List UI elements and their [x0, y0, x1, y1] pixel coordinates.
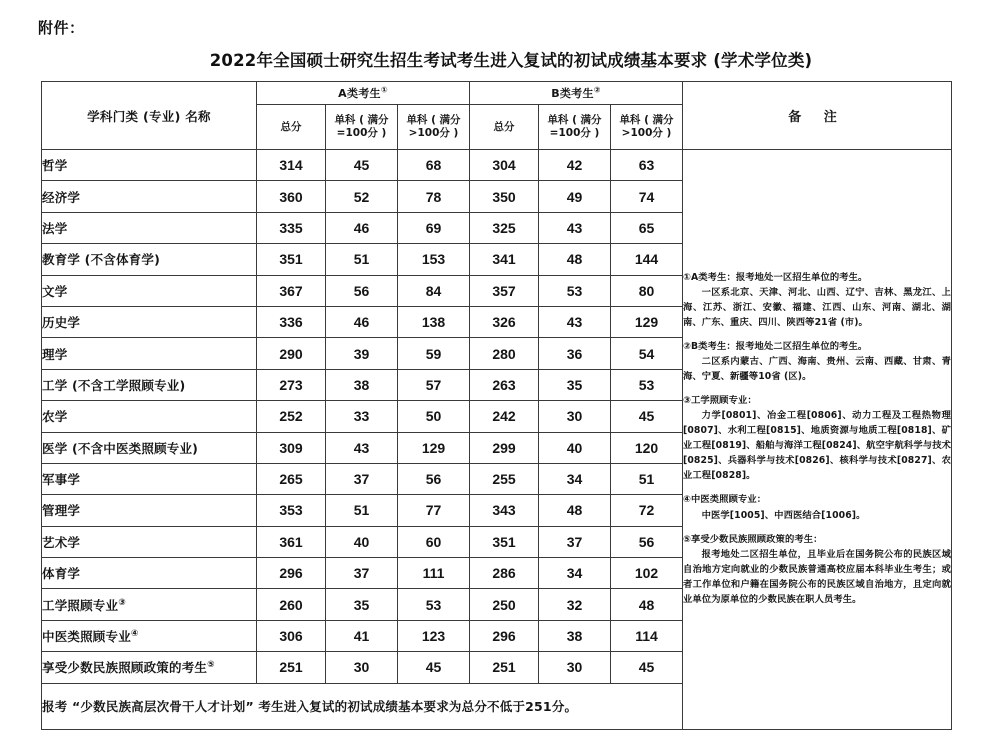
row-discipline-name: 哲学 — [42, 150, 257, 181]
note-spacer — [683, 525, 951, 532]
cell-b-eq100: 49 — [539, 181, 611, 212]
footnote-marker: ④ — [130, 628, 139, 639]
cell-b-gt100: 48 — [611, 589, 683, 620]
cell-a-total: 290 — [257, 338, 326, 369]
cell-b-gt100: 63 — [611, 150, 683, 181]
cell-a-total: 351 — [257, 244, 326, 275]
header-b-total: 总分 — [470, 105, 539, 150]
table-row — [42, 150, 952, 181]
header-a-single-gt100: 单科 ( 满分 >100分 ) — [398, 105, 470, 150]
row-discipline-name: 医学 (不含中医类照顾专业) — [42, 432, 257, 463]
cell-a-total: 265 — [257, 463, 326, 494]
row-discipline-name: 军事学 — [42, 463, 257, 494]
cell-b-eq100: 37 — [539, 526, 611, 557]
header-a-total: 总分 — [257, 105, 326, 150]
cell-a-total: 353 — [257, 495, 326, 526]
cell-a-gt100: 57 — [398, 369, 470, 400]
cell-b-eq100: 43 — [539, 306, 611, 337]
row-discipline-name: 中医类照顾专业④ — [42, 620, 257, 651]
note-5: ⑤享受少数民族照顾政策的考生： 报考地处二区招生单位，且毕业后在国务院公布的民族区域自治地方定向就业的少数民族普通高校应届本科毕业生考生；或者工作单位和户籍在国务院公布的民族区域自治地方，且定向就业单位为原单位的少数民族在职人员考生。 — [683, 533, 952, 605]
cell-b-total: 242 — [470, 401, 539, 432]
cell-a-gt100: 50 — [398, 401, 470, 432]
row-discipline-name: 理学 — [42, 338, 257, 369]
cell-a-total: 361 — [257, 526, 326, 557]
cell-a-eq100: 46 — [326, 306, 398, 337]
cell-b-eq100: 30 — [539, 401, 611, 432]
cell-a-eq100: 30 — [326, 652, 398, 683]
cell-b-eq100: 32 — [539, 589, 611, 620]
cell-b-gt100: 54 — [611, 338, 683, 369]
cell-a-gt100: 56 — [398, 463, 470, 494]
footnote-marker-b: ② — [593, 85, 601, 95]
cell-b-total: 343 — [470, 495, 539, 526]
cell-a-gt100: 111 — [398, 558, 470, 589]
row-discipline-name: 文学 — [42, 275, 257, 306]
cell-b-eq100: 30 — [539, 652, 611, 683]
score-requirements-table — [41, 81, 952, 730]
cell-a-gt100: 77 — [398, 495, 470, 526]
cell-a-total: 306 — [257, 620, 326, 651]
cell-b-total: 357 — [470, 275, 539, 306]
cell-a-gt100: 60 — [398, 526, 470, 557]
cell-a-eq100: 51 — [326, 495, 398, 526]
cell-a-total: 296 — [257, 558, 326, 589]
cell-a-total: 314 — [257, 150, 326, 181]
cell-a-eq100: 51 — [326, 244, 398, 275]
row-discipline-name: 农学 — [42, 401, 257, 432]
cell-b-eq100: 35 — [539, 369, 611, 400]
cell-a-eq100: 43 — [326, 432, 398, 463]
cell-b-gt100: 72 — [611, 495, 683, 526]
row-discipline-name: 享受少数民族照顾政策的考生⑤ — [42, 652, 257, 683]
cell-a-eq100: 33 — [326, 401, 398, 432]
cell-a-gt100: 59 — [398, 338, 470, 369]
header-remark: 备 注 — [683, 82, 952, 150]
cell-b-gt100: 144 — [611, 244, 683, 275]
cell-a-eq100: 41 — [326, 620, 398, 651]
cell-b-total: 341 — [470, 244, 539, 275]
cell-b-gt100: 102 — [611, 558, 683, 589]
note-1: ①A类考生：报考地处一区招生单位的考生。 一区系北京、天津、河北、山西、辽宁、吉林、黑龙江、上海、江苏、浙江、安徽、福建、江西、山东、河南、湖北、湖南、广东、重庆、四川、陕西等21省 (市)。 — [683, 271, 952, 328]
cell-a-total: 309 — [257, 432, 326, 463]
cell-a-eq100: 52 — [326, 181, 398, 212]
cell-a-eq100: 46 — [326, 212, 398, 243]
remark-notes-cell — [683, 150, 952, 730]
row-discipline-name: 管理学 — [42, 495, 257, 526]
cell-b-eq100: 43 — [539, 212, 611, 243]
cell-b-total: 296 — [470, 620, 539, 651]
cell-a-gt100: 69 — [398, 212, 470, 243]
row-discipline-name: 历史学 — [42, 306, 257, 337]
cell-a-eq100: 37 — [326, 558, 398, 589]
header-b-single-eq100: 单科 ( 满分 =100分 ) — [539, 105, 611, 150]
row-discipline-name: 教育学 (不含体育学) — [42, 244, 257, 275]
cell-a-eq100: 38 — [326, 369, 398, 400]
cell-a-total: 336 — [257, 306, 326, 337]
cell-a-eq100: 45 — [326, 150, 398, 181]
header-a-single-eq100: 单科 ( 满分 =100分 ) — [326, 105, 398, 150]
footnote-marker: ③ — [118, 597, 127, 608]
cell-b-total: 299 — [470, 432, 539, 463]
cell-b-total: 263 — [470, 369, 539, 400]
attachment-label: 附件： — [38, 19, 85, 37]
note-spacer — [683, 485, 951, 492]
cell-a-eq100: 40 — [326, 526, 398, 557]
cell-b-gt100: 45 — [611, 652, 683, 683]
cell-b-gt100: 51 — [611, 463, 683, 494]
cell-b-total: 304 — [470, 150, 539, 181]
cell-a-eq100: 37 — [326, 463, 398, 494]
cell-a-gt100: 84 — [398, 275, 470, 306]
cell-a-total: 367 — [257, 275, 326, 306]
cell-b-total: 250 — [470, 589, 539, 620]
cell-b-gt100: 114 — [611, 620, 683, 651]
cell-b-total: 280 — [470, 338, 539, 369]
cell-a-total: 251 — [257, 652, 326, 683]
cell-b-total: 286 — [470, 558, 539, 589]
header-b-single-gt100: 单科 ( 满分 >100分 ) — [611, 105, 683, 150]
cell-b-gt100: 74 — [611, 181, 683, 212]
cell-b-gt100: 56 — [611, 526, 683, 557]
page-title: 2022年全国硕士研究生招生考试考生进入复试的初试成绩基本要求 (学术学位类) — [209, 51, 813, 70]
header-group-a: A类考生① — [257, 82, 470, 105]
cell-a-total: 335 — [257, 212, 326, 243]
cell-b-gt100: 80 — [611, 275, 683, 306]
cell-a-gt100: 123 — [398, 620, 470, 651]
cell-b-total: 350 — [470, 181, 539, 212]
note-spacer — [683, 386, 951, 393]
cell-b-eq100: 34 — [539, 558, 611, 589]
cell-a-total: 360 — [257, 181, 326, 212]
cell-b-gt100: 120 — [611, 432, 683, 463]
note-2: ②B类考生：报考地处二区招生单位的考生。 二区系内蒙古、广西、海南、贵州、云南、西藏、甘肃、青海、宁夏、新疆等10省 (区)。 — [683, 341, 952, 383]
cell-a-total: 252 — [257, 401, 326, 432]
table-header — [42, 82, 952, 150]
cell-b-total: 255 — [470, 463, 539, 494]
table-body — [42, 150, 952, 730]
cell-b-total: 351 — [470, 526, 539, 557]
cell-b-eq100: 48 — [539, 244, 611, 275]
cell-b-eq100: 40 — [539, 432, 611, 463]
cell-b-eq100: 42 — [539, 150, 611, 181]
row-discipline-name: 法学 — [42, 212, 257, 243]
cell-b-eq100: 53 — [539, 275, 611, 306]
cell-b-gt100: 129 — [611, 306, 683, 337]
cell-b-eq100: 38 — [539, 620, 611, 651]
cell-a-eq100: 39 — [326, 338, 398, 369]
cell-a-gt100: 153 — [398, 244, 470, 275]
cell-b-eq100: 36 — [539, 338, 611, 369]
cell-b-total: 325 — [470, 212, 539, 243]
footnote-marker-a: ① — [380, 85, 388, 95]
header-discipline: 学科门类 (专业) 名称 — [42, 82, 257, 150]
note-3: ③工学照顾专业： 力学[0801]、冶金工程[0806]、动力工程及工程热物理[0807]、水利工程[0815]、地质资源与地质工程[0818]、矿业工程[0819]、船舶与海洋工程[0824]、航空宇航科学与技术[0825]、兵器科学与技术[0826]、核科学与技术[0827]、农业工程[0828]。 — [683, 395, 952, 482]
cell-a-eq100: 35 — [326, 589, 398, 620]
cell-b-gt100: 65 — [611, 212, 683, 243]
cell-a-gt100: 138 — [398, 306, 470, 337]
row-discipline-name: 体育学 — [42, 558, 257, 589]
cell-b-eq100: 34 — [539, 463, 611, 494]
cell-a-gt100: 129 — [398, 432, 470, 463]
row-discipline-name: 工学 (不含工学照顾专业) — [42, 369, 257, 400]
cell-b-total: 251 — [470, 652, 539, 683]
cell-b-total: 326 — [470, 306, 539, 337]
cell-a-eq100: 56 — [326, 275, 398, 306]
cell-b-gt100: 53 — [611, 369, 683, 400]
cell-a-total: 273 — [257, 369, 326, 400]
row-discipline-name: 艺术学 — [42, 526, 257, 557]
cell-a-gt100: 45 — [398, 652, 470, 683]
cell-a-gt100: 68 — [398, 150, 470, 181]
cell-a-gt100: 78 — [398, 181, 470, 212]
footnote-marker: ⑤ — [207, 660, 215, 671]
cell-a-total: 260 — [257, 589, 326, 620]
row-discipline-name: 经济学 — [42, 181, 257, 212]
cell-b-gt100: 45 — [611, 401, 683, 432]
cell-a-gt100: 53 — [398, 589, 470, 620]
note-4: ④中医类照顾专业： 中医学[1005]、中西医结合[1006]。 — [683, 494, 866, 521]
note-spacer — [683, 332, 951, 339]
header-group-b: B类考生② — [470, 82, 683, 105]
cell-b-eq100: 48 — [539, 495, 611, 526]
footer-note: 报考 “少数民族高层次骨干人才计划” 考生进入复试的初试成绩基本要求为总分不低于251分。 — [42, 683, 683, 729]
row-discipline-name: 工学照顾专业③ — [42, 589, 257, 620]
